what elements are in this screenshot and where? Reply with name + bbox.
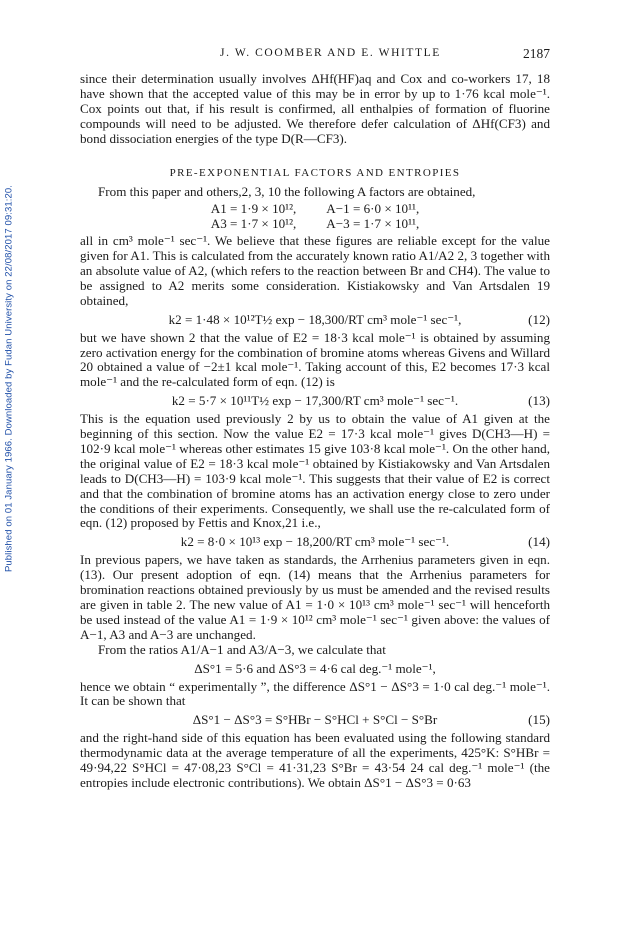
a-factor-value: A3 = 1·7 × 10¹², bbox=[210, 216, 297, 232]
page-body bbox=[80, 72, 550, 791]
paragraph-bond-energy: This is the equation used previously 2 by us to obtain the value of A1 given at the beginning of this section. Now the value E2 = 17·3 kcal mole⁻¹ gives D(CH3—H) = 102·9 kcal mole⁻¹ whereas other estimates 15 give 103·8 kcal mole⁻¹. On the other hand, the original value of E2 = 18·3 kcal mole⁻¹ obtained by Kistiakowsky and Van Artsdalen leads to D(CH3—H) = 103·9 kcal mole⁻¹. This suggests that their value of E2 is correct and that the combination of bromine atoms has an activation energy close to zero under the conditions of their experiments. Consequently, we shall use the re-calculated form of eqn. (12) proposed by Fettis and Knox,21 i.e., bbox=[80, 411, 550, 531]
paragraph-a-factors-intro: From this paper and others,2, 3, 10 the following A factors are obtained, bbox=[98, 184, 476, 200]
equation-text: ΔS°1 − ΔS°3 = S°HBr − S°HCl + S°Cl − S°Br bbox=[192, 712, 438, 728]
paragraph-a2-discussion: all in cm³ mole⁻¹ sec⁻¹. We believe that these figures are reliable except for the value given for A1. This is calculated from the accurately known ratio A1/A2 2, 3 together with an absolute value of A2, (which refers to the reaction between Br and CH4). The value to be assigned to A2 merits some consideration. Kistiakowsky and Van Artsdalen 19 obtained, bbox=[80, 233, 550, 308]
paragraph-entropy-difference: hence we obtain “ experimentally ”, the difference ΔS°1 − ΔS°3 = 1·0 cal deg.⁻¹ mole⁻¹. It can be shown that bbox=[80, 678, 550, 709]
equation-number: (15) bbox=[528, 712, 550, 728]
a-factor-value: A−3 = 1·7 × 10¹¹, bbox=[326, 216, 420, 232]
running-head: J. W. COOMBER AND E. WHITTLE bbox=[220, 47, 441, 59]
equation-entropy-values bbox=[80, 662, 550, 677]
paragraph-continuation: since their determination usually involves ΔHf(HF)aq and Cox and co-workers 17, 18 have shown that the accepted value of this may be in error by up to 1·76 kcal mole⁻¹. Cox points out that, if his result is confirmed, all enthalpies of formation of fluorine compounds will need to be adjusted. We therefore defer calculation of ΔHf(CF3) and bond dissociation energies of the type D(R—CF3). bbox=[80, 71, 550, 146]
equation-14 bbox=[80, 535, 550, 550]
equation-text: k2 = 1·48 × 10¹²T½ exp − 18,300/RT cm³ mole⁻¹ sec⁻¹, bbox=[168, 311, 462, 327]
page-number: 2187 bbox=[523, 46, 550, 61]
page-header bbox=[80, 47, 550, 63]
paragraph-e2-correction: but we have shown 2 that the value of E2 = 18·3 kcal mole⁻¹ is obtained by assuming zero activation energy for the combination of bromine atoms whereas Givens and Willard 20 obtained a value of −2±1 kcal mole⁻¹. Taking account of this, E2 becomes 17·3 kcal mole⁻¹ and the re-calculated form of eqn. (12) is bbox=[80, 329, 550, 390]
paragraph-ratios: From the ratios A1/A−1 and A3/A−3, we calculate that bbox=[98, 641, 386, 657]
download-watermark-text: Published on 01 January 1966. Downloaded by Fudan University on 22/08/2017 09:31:20. bbox=[3, 184, 15, 573]
download-watermark bbox=[2, 160, 16, 600]
equation-number: (12) bbox=[528, 311, 550, 327]
equation-number: (13) bbox=[528, 393, 550, 409]
equation-text: ΔS°1 = 5·6 and ΔS°3 = 4·6 cal deg.⁻¹ mole⁻¹, bbox=[194, 660, 436, 676]
paragraph-thermodynamic-data: and the right-hand side of this equation has been evaluated using the following standard thermodynamic data at the average temperature of all the experiments, 425°K: S°HBr = 49·94,22 S°HCl = 47·08,23 S°Cl = 41·31,23 S°Br = 43·54 24 cal deg.⁻¹ mole⁻¹ (the entropies include electronic contributions). We obtain ΔS°1 − ΔS°3 = 0·63 bbox=[80, 730, 550, 790]
a-factor-table bbox=[80, 202, 550, 232]
equation-number: (14) bbox=[528, 534, 550, 550]
equation-text: k2 = 8·0 × 10¹³ exp − 18,200/RT cm³ mole⁻¹ sec⁻¹. bbox=[180, 534, 450, 550]
equation-text: k2 = 5·7 × 10¹¹T½ exp − 17,300/RT cm³ mole⁻¹ sec⁻¹. bbox=[171, 393, 459, 409]
equation-13 bbox=[80, 394, 550, 409]
section-title: PRE-EXPONENTIAL FACTORS AND ENTROPIES bbox=[169, 166, 461, 179]
a-factor-value: A−1 = 6·0 × 10¹¹, bbox=[326, 201, 420, 217]
equation-12 bbox=[80, 313, 550, 328]
paragraph-arrhenius-standards: In previous papers, we have taken as standards, the Arrhenius parameters given in eqn. (13). Our present adoption of eqn. (14) means that the Arrhenius parameters for bromination reactions obtained previously by us must be amended and the revised results are given in table 2. The new value of A1 = 1·0 × 10¹³ cm³ mole⁻¹ sec⁻¹ will henceforth be used instead of the value A1 = 1·9 × 10¹² cm³ mole⁻¹ sec⁻¹ given above: the values of A−1, A3 and A−3 are unchanged. bbox=[80, 552, 550, 642]
equation-15 bbox=[80, 713, 550, 728]
a-factor-value: A1 = 1·9 × 10¹², bbox=[210, 201, 297, 217]
